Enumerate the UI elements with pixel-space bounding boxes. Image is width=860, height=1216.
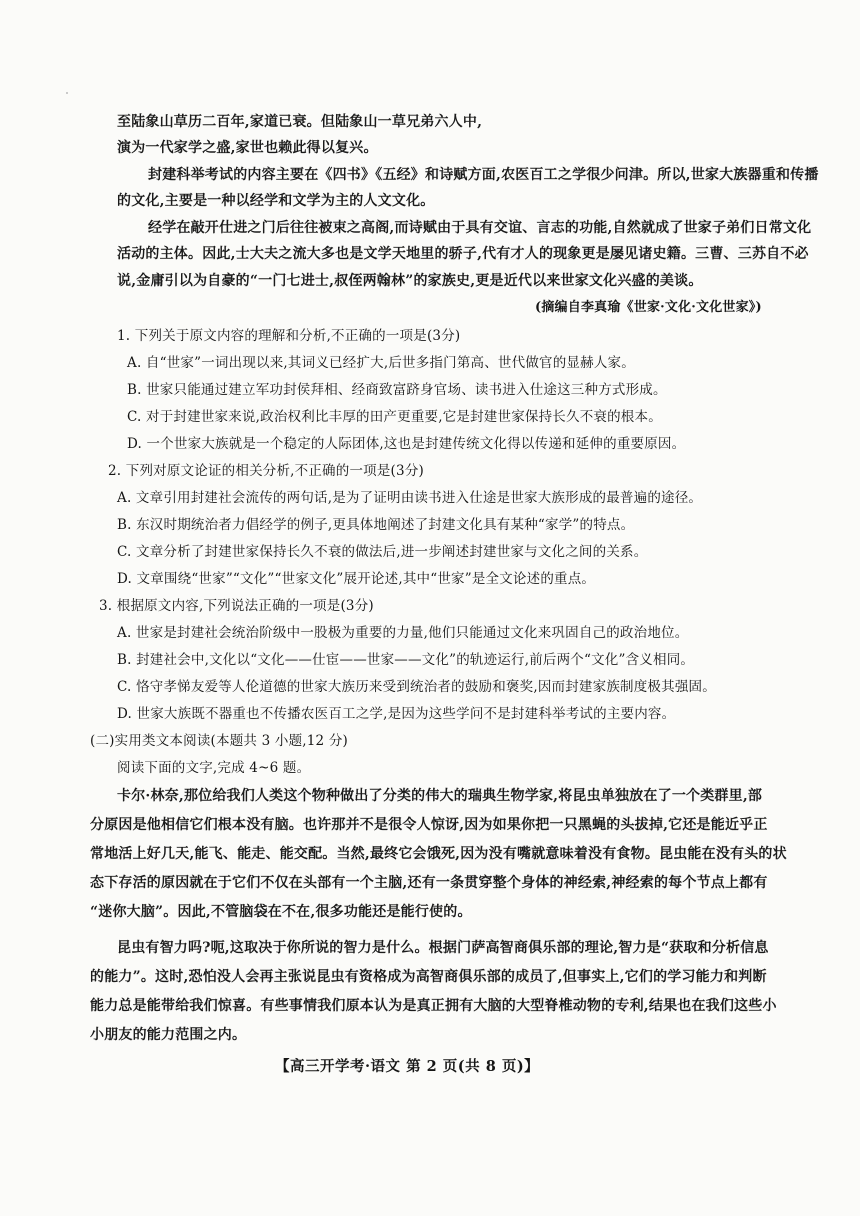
question-1-option-b: B. 世家只能通过建立军功封侯拜相、经商致富跻身官场、读书进入仕途这三种方式形成。 xyxy=(127,382,667,398)
question-3-option-b: B. 封建社会中,文化以“文化——仕宦——世家——文化”的轨迹运行,前后两个“文化”含义相同。 xyxy=(117,652,695,668)
question-2-option-d: D. 文章围绕“世家”“文化”“世家文化”展开论述,其中“世家”是全文论述的重点。 xyxy=(117,571,596,587)
passage2-line: 分原因是他相信它们根本没有脑。也许那并不是很令人惊讶,因为如果你把一只黑蝇的头拔掉,它还是能近乎正 xyxy=(90,817,768,833)
passage2-line: 能力总是能带给我们惊喜。有些事情我们原本认为是真正拥有大脑的大型脊椎动物的专利,结果也在我们这些小 xyxy=(90,998,777,1014)
question-2-option-a: A. 文章引用封建社会流传的两句话,是为了证明由读书进入仕途是世家大族形成的最普遍的途径。 xyxy=(117,490,703,506)
passage2-line: 昆虫有智力吗?呃,这取决于你所说的智力是什么。根据门萨高智商俱乐部的理论,智力是“获取和分析信息 xyxy=(117,940,769,956)
question-3-option-a: A. 世家是封建社会统治阶级中一股极为重要的力量,他们只能通过文化来巩固自己的政治地位。 xyxy=(117,625,689,641)
question-2-option-c: C. 文章分析了封建世家保持长久不衰的做法后,进一步阐述封建世家与文化之间的关系。 xyxy=(117,544,648,560)
passage1-line: 演为一代家学之盛,家世也赖此得以复兴。 xyxy=(117,140,378,156)
passage1-line: 至陆象山草历二百年,家道已衰。但陆象山一草兄弟六人中, xyxy=(117,114,483,130)
source-citation: (摘编自李真瑜《世家·文化·文化世家》) xyxy=(535,300,762,315)
passage1-line: 经学在敲开仕进之门后往往被束之高阁,而诗赋由于具有交谊、言志的功能,自然就成了世家子弟们日常文化 xyxy=(148,220,812,236)
passage2-line: 常地活上好几天,能飞、能走、能交配。当然,最终它会饿死,因为没有嘴就意味着没有食物。昆虫能在没有头的状 xyxy=(90,846,787,862)
question-1-option-c: C. 对于封建世家来说,政治权利比丰厚的田产更重要,它是封建世家保持长久不衰的根本。 xyxy=(127,409,662,425)
scan-speck xyxy=(66,92,68,94)
question-3-option-c: C. 恪守孝悌友爱等人伦道德的世家大族历来受到统治者的鼓励和褒奖,因而封建家族制度极其强固。 xyxy=(117,679,716,695)
passage2-line: 卡尔·林奈,那位给我们人类这个物种做出了分类的伟大的瑞典生物学家,将昆虫单独放在了一个类群里,部 xyxy=(117,788,763,804)
question-1-option-d: D. 一个世家大族就是一个稳定的人际团体,这也是封建传统文化得以传递和延伸的重要原因。 xyxy=(127,436,686,452)
question-1-stem: 1. 下列关于原文内容的理解和分析,不正确的一项是(3分) xyxy=(117,328,461,344)
passage2-line: 的能力”。这时,恐怕没人会再主张说昆虫有资格成为高智商俱乐部的成员了,但事实上,它们的学习能力和判断 xyxy=(90,969,767,985)
question-2-option-b: B. 东汉时期统治者力倡经学的例子,更具体地阐述了封建文化具有某种“家学”的特点。 xyxy=(117,517,635,533)
passage1-line: 活动的主体。因此,士大夫之流大多也是文学天地里的骄子,代有才人的现象更是屡见诸史籍。三曹、三苏自不必 xyxy=(117,246,809,262)
question-1-option-a: A. 自“世家”一词出现以来,其词义已经扩大,后世多指门第高、世代做官的显赫人家。 xyxy=(127,355,635,371)
passage1-line: 封建科举考试的内容主要在《四书》《五经》和诗赋方面,农医百工之学很少问津。所以,世家大族器重和传播 xyxy=(148,167,819,183)
question-3-option-d: D. 世家大族既不器重也不传播农医百工之学,是因为这些学问不是封建科举考试的主要内容。 xyxy=(117,706,676,722)
passage2-line: 小朋友的能力范围之内。 xyxy=(90,1027,247,1043)
passage2-line: “迷你大脑”。因此,不管脑袋在不在,很多功能还是能行使的。 xyxy=(90,904,472,920)
passage1-line: 说,金庸引以为自豪的“一门七进士,叔侄两翰林”的家族史,更是近代以来世家文化兴盛的美谈。 xyxy=(117,273,703,289)
passage2-line: 态下存活的原因就在于它们不仅在头部有一个主脑,还有一条贯穿整个身体的神经索,神经索的每个节点上都有 xyxy=(90,875,768,891)
question-3-stem: 3. 根据原文内容,下列说法正确的一项是(3分) xyxy=(99,598,374,614)
section-2-header: (二)实用类文本阅读(本题共 3 小题,12 分) xyxy=(90,733,348,749)
page-footer: 【高三开学考·语文 第 2 页(共 8 页)】 xyxy=(275,1058,540,1075)
question-2-stem: 2. 下列对原文论证的相关分析,不正确的一项是(3分) xyxy=(108,463,424,479)
passage1-line: 的文化,主要是一种以经学和文学为主的人文文化。 xyxy=(117,193,435,209)
section-2-instruction: 阅读下面的文字,完成 4~6 题。 xyxy=(117,760,311,776)
